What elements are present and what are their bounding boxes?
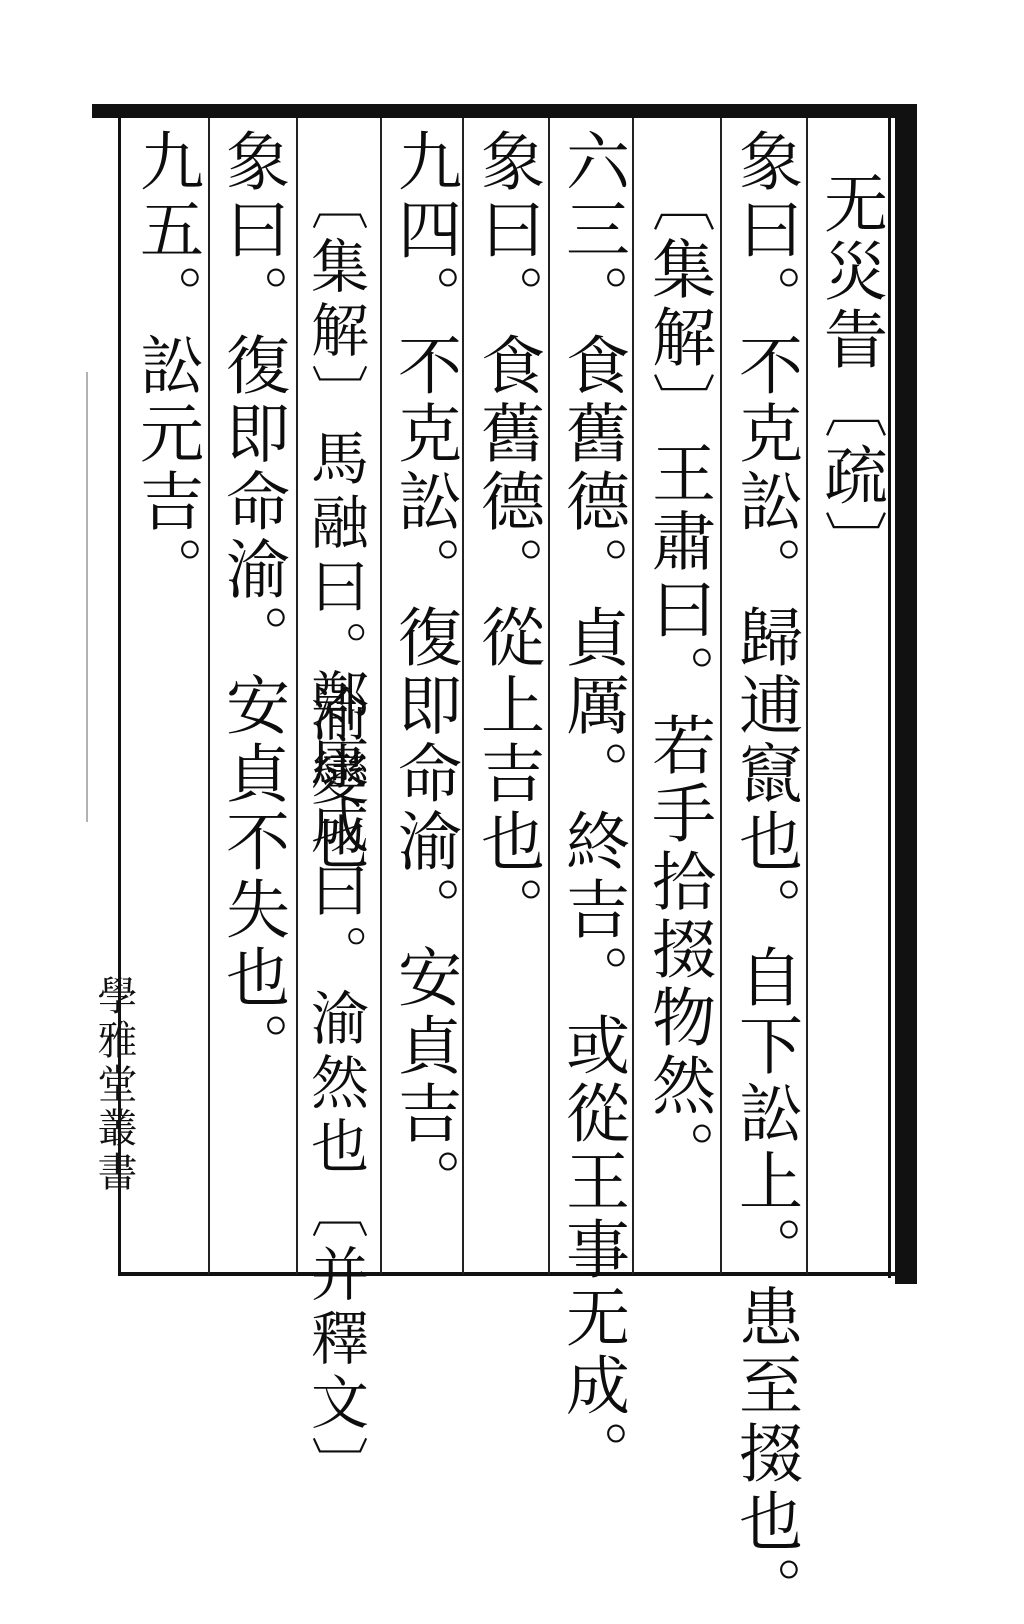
text-column-6: 九四。不克訟。復即命渝。安貞吉。 [387, 128, 461, 1216]
frame-border-top [92, 104, 917, 118]
column-rule [720, 118, 722, 1274]
column-rule [548, 118, 550, 1274]
text-column-3: 〔集解〕王肅曰。若手拾掇物然。 [641, 168, 715, 1188]
column-rule [208, 118, 210, 1274]
column-rule [380, 118, 382, 1274]
text-column-7b: 鄭康成曰。渝然也〔并釋文〕 [301, 668, 369, 1500]
text-column-8: 象曰。復即命渝。安貞不失也。 [215, 128, 289, 1080]
frame-border-right [895, 104, 917, 1284]
frame-border-right-inner [888, 118, 891, 1278]
gutter-series-title: 學雅堂叢書 [91, 975, 137, 1195]
column-rule [632, 118, 634, 1274]
text-column-5: 象曰。食舊德。從上吉也。 [470, 128, 544, 944]
column-rule [806, 118, 808, 1274]
text-column-2: 象曰。不克訟。歸逋竄也。自下訟上。患至掇也。 [728, 128, 802, 1624]
gutter-faded-title [86, 372, 118, 822]
column-rule [296, 118, 298, 1274]
text-column-1: 无災眚〔疏〕 [813, 170, 887, 578]
text-column-9: 九五。訟元吉。 [129, 128, 203, 604]
text-column-4: 六三。食舊德。貞厲。終吉。或從王事无成。 [555, 128, 629, 1488]
text-column-7a: 〔集解〕馬融曰。渝變也 [301, 172, 369, 876]
column-rule [462, 118, 464, 1274]
